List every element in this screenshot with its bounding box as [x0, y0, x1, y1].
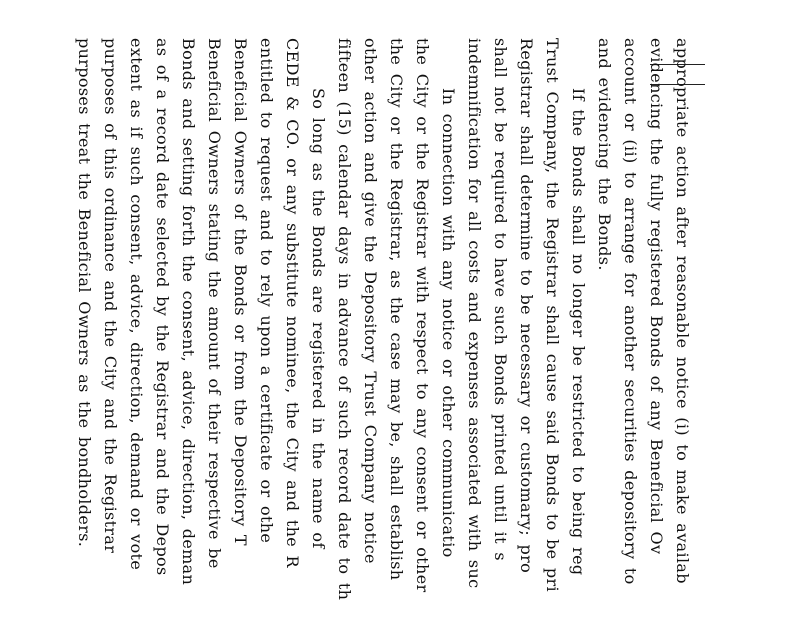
text-line-12: the City or the Registrar, as the case may be, shall establish [387, 38, 406, 581]
text-line-13: other action and give the Depository Trust Company notice [361, 38, 380, 564]
text-line-15: So long as the Bonds are registered in the name of [309, 88, 328, 549]
text-line-5: If the Bonds shall no longer be restricted to being reg [569, 88, 588, 576]
text-line-24: purposes treat the Beneficial Owners as the bondholders. [75, 38, 94, 548]
text-line-22: extent as if such consent, advice, direction, demand or vote [127, 38, 146, 571]
text-line-4: and evidencing the Bonds. [595, 38, 614, 271]
text-line-19: Beneficial Owners stating the amount of their respective be [205, 38, 224, 569]
text-line-9: indemnification for all costs and expenses associated with suc [465, 38, 484, 589]
text-line-7: Registrar shall determine to be necessary or customary; pro [517, 38, 536, 574]
text-line-2: evidencing the fully registered Bonds of any Beneficial Ov [647, 38, 666, 555]
text-line-6: Trust Company, the Registrar shall cause said Bonds to be pri [543, 38, 562, 592]
text-line-14: fifteen (15) calendar days in advance of such record date to th [335, 38, 354, 601]
text-line-11: the City or the Registrar with respect to any consent or other [413, 38, 432, 593]
text-line-17: entitled to request and to rely upon a certificate or othe [257, 38, 276, 544]
text-line-21: as of a record date selected by the Registrar and the Depos [153, 38, 172, 576]
text-line-23: purposes of this ordinance and the City and the Registrar [101, 38, 120, 554]
text-line-1: appropriate action after reasonable notice (i) to make availab [673, 38, 692, 584]
text-line-18: Beneficial Owners of the Bonds or from the Depository T [231, 38, 250, 546]
text-line-8: shall not be required to have such Bonds printed until it s [491, 38, 510, 561]
text-line-10: In connection with any notice or other communicatio [439, 88, 458, 558]
text-line-16: CEDE & CO. or any substitute nominee, the City and the R [283, 38, 302, 568]
text-line-3: account or (ii) to arrange for another securities depository to [621, 38, 640, 585]
text-line-20: Bonds and setting forth the consent, advice, direction, deman [179, 38, 198, 586]
